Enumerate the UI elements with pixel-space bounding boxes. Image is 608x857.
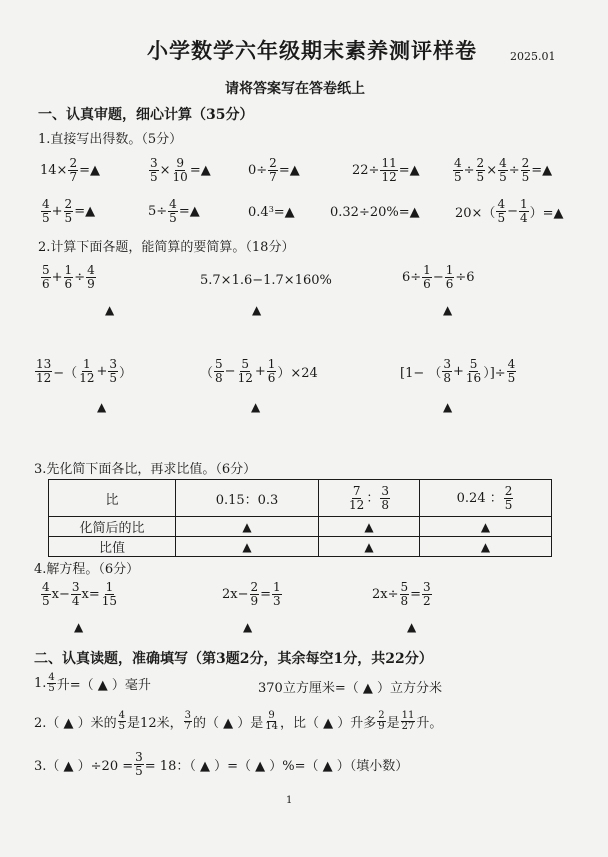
answer-mark: ▲ — [319, 517, 420, 537]
ratio-table — [48, 479, 552, 557]
answer-instruction: 请将答案写在答卷纸上 — [225, 81, 365, 97]
section1-title: 一、认真审题，细心计算（35分） — [38, 107, 254, 123]
answer-mark: ▲ — [420, 517, 552, 537]
q1-item-3: 0÷ $\frac{2}{7}$ =▲ — [248, 156, 300, 184]
q2-expr-5: （ 5 8 − $\frac{5}{12}$ + $\frac{1}{6}$ ）×24 — [200, 357, 318, 385]
q1-item-5: $\frac{4}{5}$ ÷ $\frac{2}{5}$ × $\frac{4}{5}$ ÷ $\frac{2}{5}$ =▲ — [454, 156, 553, 184]
q4-equation-2: 2x− $\frac{2}{9}$ = $\frac{1}{3}$ — [222, 580, 281, 608]
q4-equation-3: 2x÷ $\frac{5}{8}$ = $\frac{3}{2}$ — [372, 580, 431, 608]
answer-mark: ▲ — [252, 303, 262, 317]
q2-expr-3: 6÷ $\frac{1}{6}$ − $\frac{1}{6}$ ÷6 — [402, 263, 475, 291]
q1-item-6: 4 5 + $\frac{2}{5}$ =▲ — [42, 197, 96, 225]
q1-item-9: 0.32÷20%=▲ — [330, 205, 420, 220]
row-label-simplified: 化简后的比 — [49, 517, 176, 537]
q2-expr-4: 13 12 −（ 1 12 + $\frac{3}{5}$ ） — [36, 357, 133, 385]
q1-title: 1.直接写出得数。（5分） — [38, 132, 183, 147]
answer-mark: ▲ — [443, 303, 453, 317]
q1-item-4: 22÷ $\frac{11}{12}$ =▲ — [352, 156, 420, 184]
ratio-cell-2: $\frac{7}{12}$ ： $\frac{3}{8}$ — [319, 480, 420, 517]
q2-expr-6: [1− （ 3 8 + $\frac{5}{16}$ ）]÷ $\frac{4}{5}$ — [400, 357, 516, 385]
q3-title: 3.先化简下面各比，再求比值。（6分） — [34, 462, 257, 477]
q4-title: 4.解方程。（6分） — [34, 562, 140, 577]
answer-mark: ▲ — [176, 517, 319, 537]
s2-q2: 2.（ ▲ ）米的 4 5 是12米， 3 7 的（ ▲ ）是 9 14 ，比（ ▲ ）升多 2 9 是 11 27 升。 — [34, 710, 443, 732]
answer-mark: ▲ — [420, 537, 552, 557]
s2-q1b: 370立方厘米=（ ▲ ）立方分米 — [258, 681, 442, 696]
s2-q3: 3.（ ▲ ）÷20 = $\frac{3}{5}$ = 18：（ ▲ ）=（ ▲ ）%=（ ▲ ）（填小数） — [34, 750, 409, 778]
q4-equation-1: 4 5 x − $\frac{3}{4}$ x= $\frac{1}{15}$ — [42, 580, 118, 608]
answer-mark: ▲ — [105, 303, 115, 317]
answer-mark: ▲ — [97, 400, 107, 414]
answer-mark: ▲ — [176, 537, 319, 557]
row-label-value: 比值 — [49, 537, 176, 557]
q1-item-10: 20×（ 4 5 − $\frac{1}{4}$ ）=▲ — [455, 197, 564, 225]
q2-expr-2: 5.7×1.6−1.7×160% — [200, 273, 332, 288]
answer-mark: ▲ — [407, 620, 417, 634]
ratio-cell-3: 0.24 ： $\frac{2}{5}$ — [420, 480, 552, 517]
row-label-ratio: 比 — [49, 480, 176, 517]
section2-title: 二、认真读题，准确填写（第3题2分，其余每空1分，共22分） — [34, 651, 433, 667]
q1-item-8: 0.4 $^3$ =▲ — [248, 205, 295, 220]
answer-mark: ▲ — [443, 400, 453, 414]
q2-title: 2.计算下面各题，能简算的要简算。（18分） — [38, 240, 295, 255]
q1-item-2: $\frac{3}{5}$ × $\frac{9}{10}$ =▲ — [150, 156, 211, 184]
q1-item-7: 5÷ $\frac{4}{5}$ =▲ — [148, 197, 200, 225]
answer-mark: ▲ — [243, 620, 253, 634]
page-number: 1 — [286, 795, 293, 806]
q1-item-1: 14× $\frac{2}{7}$ =▲ — [40, 156, 100, 184]
page-title: 小学数学六年级期末素养测评样卷 — [147, 38, 477, 63]
answer-mark: ▲ — [251, 400, 261, 414]
answer-mark: ▲ — [74, 620, 84, 634]
s2-q1a: 1. 4 5 升=（ ▲ ）毫升 — [34, 672, 151, 694]
answer-mark: ▲ — [319, 537, 420, 557]
ratio-cell-1: 0.15：0.3 — [176, 480, 319, 517]
exam-date: 2025.01 — [510, 50, 556, 63]
q2-expr-1: 5 6 + $\frac{1}{6}$ ÷ $\frac{4}{9}$ — [42, 263, 95, 291]
